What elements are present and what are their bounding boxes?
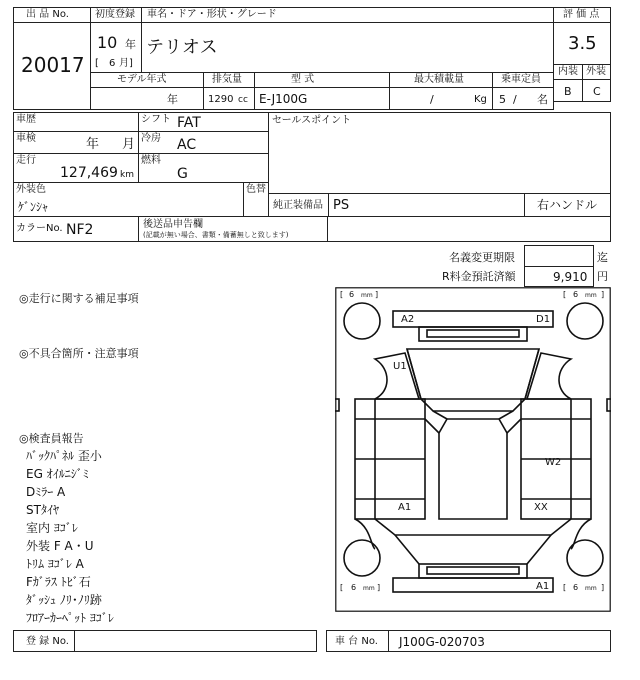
first-registration-box <box>90 22 142 73</box>
color-change-label: 色替 <box>246 184 266 195</box>
history-label: 車歴 <box>16 114 36 125</box>
score-value: 3.5 <box>568 33 597 54</box>
registration-month-open: [ <box>95 58 99 69</box>
interior-grade-header <box>553 64 583 80</box>
equipment-label: 純正装備品 <box>273 200 323 211</box>
exterior-grade-header <box>582 64 611 80</box>
roof <box>439 419 507 519</box>
interior-grade-label: 内装 <box>558 66 578 77</box>
recycle-unit: 円 <box>597 270 608 283</box>
interior-grade-box <box>553 79 583 102</box>
recycle-box <box>524 266 594 287</box>
mark-left-side: A1 <box>398 502 412 513</box>
max-load-unit: Kg <box>474 94 487 105</box>
inspector-item: ﾌﾛｱｰｶｰﾍﾟｯﾄ ﾖｺﾞﾚ <box>26 611 114 625</box>
svg-text:mm: mm <box>585 585 597 592</box>
inspector-item: 外装 F A・U <box>26 539 94 553</box>
mark-front-right: D1 <box>536 314 551 325</box>
model-year-label: モデル年式 <box>117 74 167 85</box>
shift-label: シフト <box>141 114 171 125</box>
max-load-header <box>389 72 493 88</box>
hood <box>407 349 539 399</box>
sales-point-label: セールスポイント <box>272 115 352 126</box>
mark-right-side: XX <box>534 502 548 513</box>
svg-text:mm: mm <box>363 585 375 592</box>
sales-point-box <box>268 112 611 194</box>
front-right-fender <box>527 353 571 399</box>
inspector-item: ﾀﾞｯｼｭ ﾉﾘ･ﾉﾘ跡 <box>26 593 102 607</box>
fuel-box <box>138 153 269 183</box>
tire-depth-tl: 6 <box>349 290 355 299</box>
svg-text:]: ] <box>375 290 379 299</box>
lot-number: 20017 <box>21 53 85 77</box>
wheel-rear-left <box>344 540 380 576</box>
rear-panel <box>419 564 527 578</box>
front-bumper <box>393 311 553 327</box>
mileage-value: 127,469 <box>60 165 118 181</box>
defects-title: ◎不具合箇所・注意事項 <box>19 347 139 360</box>
color-number-label: カラーNo. <box>16 223 63 234</box>
displacement-label: 排気量 <box>212 74 242 85</box>
ac-value: AC <box>177 137 197 153</box>
fuel-label: 燃料 <box>141 155 161 166</box>
documents-note: (記載が無い場合、書類・備蓄無しと致します) <box>143 231 289 239</box>
lot-number-header <box>13 7 91 23</box>
lot-number-label: 出 品 No. <box>26 9 69 20</box>
driving-notes-title: ◎走行に関する補足事項 <box>19 292 139 305</box>
documents-box <box>138 216 611 242</box>
mark-right-door: W2 <box>545 457 562 468</box>
capacity-label: 乗車定員 <box>501 74 541 85</box>
inspector-item: Fｶﾞﾗｽ ﾄﾋﾞ石 <box>26 575 91 589</box>
capacity-separator: / <box>513 93 517 106</box>
car-damage-diagram <box>335 287 611 612</box>
inspection-year-unit: 年 <box>86 137 100 152</box>
first-registration-label: 初度登録 <box>95 9 135 20</box>
score-label: 評 価 点 <box>563 9 600 20</box>
tire-depth-tr: 6 <box>573 290 579 299</box>
equipment-divider <box>328 194 329 216</box>
model-year-header <box>90 72 204 88</box>
svg-text:]: ] <box>377 583 381 592</box>
chassis-number-divider <box>388 631 389 651</box>
inspector-item: 室内 ﾖｺﾞﾚ <box>26 521 78 535</box>
car-name: テリオス <box>146 37 218 58</box>
svg-text:mm: mm <box>585 292 597 299</box>
fuel-value: G <box>177 166 188 182</box>
registration-number-box <box>13 630 317 652</box>
max-load-separator: / <box>430 93 434 106</box>
color-number-box <box>13 216 139 242</box>
exterior-grade-label: 外装 <box>586 66 606 77</box>
type-label: 型 式 <box>291 74 315 85</box>
capacity-unit: 名 <box>537 93 548 106</box>
mileage-label: 走行 <box>16 155 36 166</box>
front-grille <box>419 327 527 341</box>
exterior-color-value: ｹﾞﾝｼｬ <box>18 200 49 214</box>
tire-depth-bl: 6 <box>351 583 357 592</box>
registration-number-label: 登 録 No. <box>26 636 69 647</box>
front-left-fender <box>375 353 419 399</box>
capacity-value: 5 <box>499 93 506 106</box>
steering-value: 右ハンドル <box>537 198 598 212</box>
type-header <box>254 72 390 88</box>
mark-fender: U1 <box>393 361 407 372</box>
svg-text:]: ] <box>601 290 605 299</box>
model-year-box <box>90 87 204 110</box>
registration-month: 6 <box>109 58 116 69</box>
svg-text:]: ] <box>601 583 605 592</box>
car-name-header <box>141 7 554 23</box>
inspector-item: STﾀｲﾔ <box>26 503 59 517</box>
interior-grade: B <box>564 85 572 98</box>
mark-front-left: A2 <box>401 314 415 325</box>
equipment-value: PS <box>333 198 350 213</box>
car-name-label: 車名・ドア・形状・グレード <box>147 9 277 20</box>
tire-depth-br: 6 <box>573 583 579 592</box>
model-year-unit: 年 <box>167 93 178 106</box>
score-box <box>553 22 611 65</box>
history-box <box>13 112 139 132</box>
steering-box <box>524 193 611 217</box>
ac-label: 冷房 <box>141 133 161 144</box>
displacement-value: 1290 <box>208 94 234 105</box>
exterior-grade-box <box>582 79 611 102</box>
capacity-box <box>492 87 554 110</box>
chassis-number: J100G-020703 <box>399 635 485 649</box>
exterior-color-box <box>13 182 244 217</box>
registration-year: 10 <box>97 33 118 52</box>
lot-number-box <box>13 22 91 110</box>
exterior-color-label: 外装色 <box>16 184 46 195</box>
type-box <box>254 87 390 110</box>
color-number-value: NF2 <box>66 222 94 238</box>
inspector-item: ﾊﾞｯｸﾊﾟﾈﾙ 歪小 <box>26 449 102 463</box>
chassis-number-box <box>326 630 611 652</box>
mileage-unit: km <box>120 170 134 180</box>
svg-text:[: [ <box>563 583 567 592</box>
inspector-item: EG ｵｲﾙﾆｼﾞﾐ <box>26 467 89 481</box>
displacement-box <box>203 87 255 110</box>
recycle-label: R料金預託済額 <box>442 270 516 283</box>
equipment-box <box>268 193 525 217</box>
wheel-front-right <box>567 303 603 339</box>
registration-year-unit: 年 <box>125 38 136 51</box>
documents-divider <box>327 217 328 241</box>
wheel-front-left <box>344 303 380 339</box>
max-load-box <box>389 87 493 110</box>
mark-rear: A1 <box>536 581 550 592</box>
car-name-box <box>141 22 554 73</box>
name-change-box <box>524 245 594 267</box>
max-load-label: 最大積載量 <box>414 74 464 85</box>
documents-label: 後送品申告欄 <box>143 219 203 230</box>
displacement-unit: cc <box>238 95 248 105</box>
capacity-header <box>492 72 554 88</box>
displacement-header <box>203 72 255 88</box>
model-type: E-J100G <box>259 92 308 106</box>
inspection-month-unit: 月 <box>122 137 136 152</box>
exterior-grade: C <box>593 85 601 98</box>
svg-text:[: [ <box>563 290 567 299</box>
svg-text:[: [ <box>340 583 344 592</box>
ac-box <box>138 131 269 154</box>
inspector-item: ﾄﾘﾑ ﾖｺﾞﾚ A <box>26 557 84 571</box>
inspection-label: 車検 <box>16 133 36 144</box>
color-change-box <box>243 182 269 217</box>
registration-month-unit: 月] <box>119 58 133 69</box>
chassis-number-label: 車 台 No. <box>335 636 378 647</box>
recycle-amount: 9,910 <box>553 270 588 284</box>
svg-text:[: [ <box>340 290 344 299</box>
score-header <box>553 7 611 23</box>
registration-number-divider <box>74 631 75 651</box>
name-change-unit: 迄 <box>597 251 608 264</box>
inspector-report-title: ◎検査員報告 <box>19 432 84 445</box>
mileage-box <box>13 153 139 183</box>
svg-text:mm: mm <box>361 292 373 299</box>
rear-bumper <box>393 578 553 592</box>
inspector-item: Dﾐﾗｰ A <box>26 485 66 499</box>
name-change-label: 名義変更期限 <box>449 251 515 264</box>
first-registration-header <box>90 7 142 23</box>
inspection-box <box>13 131 139 154</box>
shift-value: FAT <box>177 115 201 131</box>
shift-box <box>138 112 269 132</box>
